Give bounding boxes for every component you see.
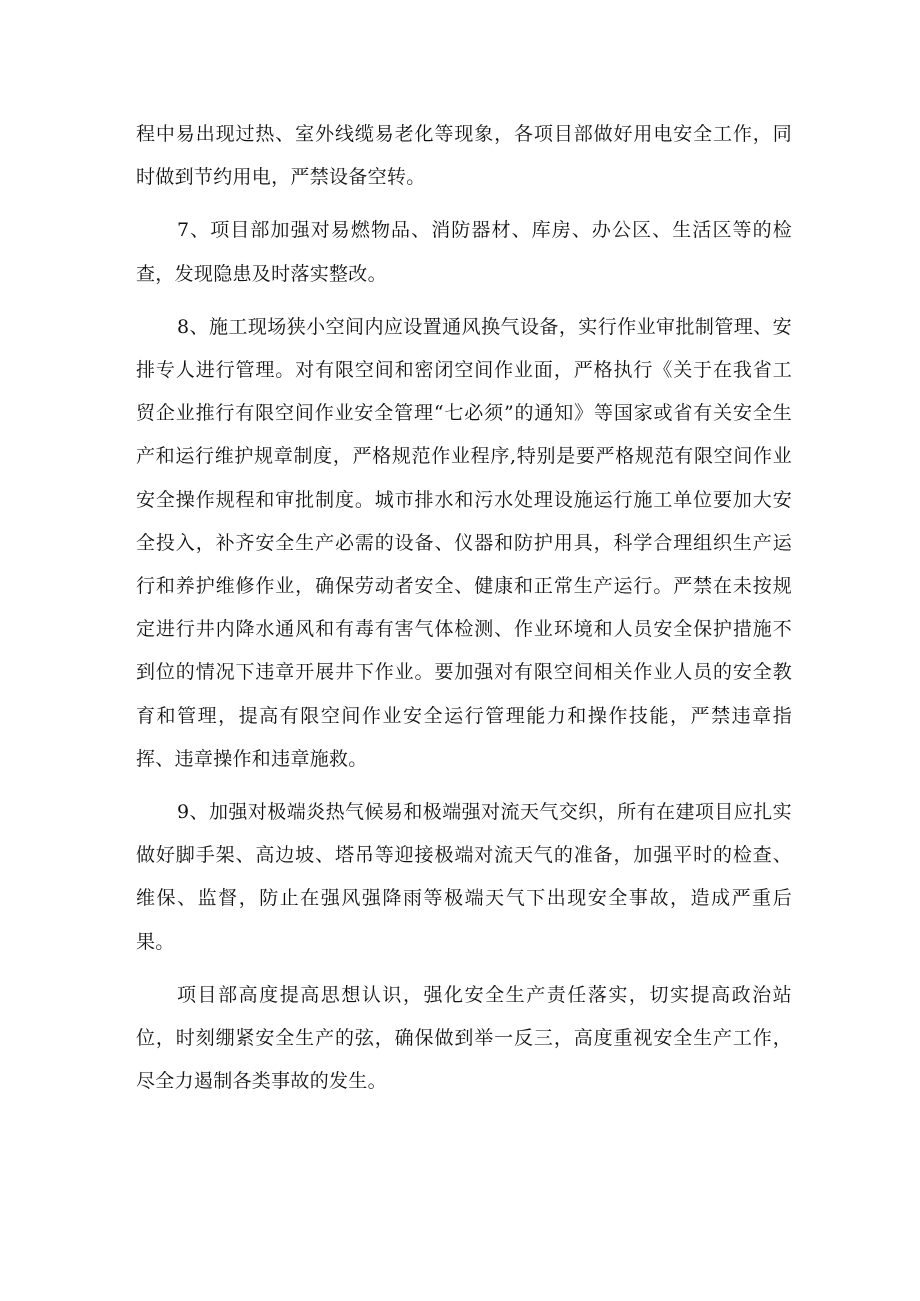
document-body xyxy=(136,113,792,1103)
paragraph-item-9: 9、加强对极端炎热气候易和极端强对流天气交织，所有在建项目应扎实做好脚手架、高边坡、塔吊等迎接极端对流天气的准备，加强平时的检查、维保、监督，防止在强风强降雨等极端天气下出现安全事故，造成严重后果。 xyxy=(136,801,792,953)
paragraph-item-7: 7、项目部加强对易燃物品、消防器材、库房、办公区、生活区等的检查，发现隐患及时落实整改。 xyxy=(136,219,792,285)
paragraph-conclusion: 项目部高度提高思想认识，强化安全生产责任落实，切实提高政治站位，时刻绷紧安全生产的弦，确保做到举一反三，高度重视安全生产工作，尽全力遏制各类事故的发生。 xyxy=(136,983,792,1093)
paragraph-continuation: 程中易出现过热、室外线缆易老化等现象，各项目部做好用电安全工作，同时做到节约用电，严禁设备空转。 xyxy=(136,123,792,189)
paragraph-item-8: 8、施工现场狭小空间内应设置通风换气设备，实行作业审批制管理、安排专人进行管理。对有限空间和密闭空间作业面，严格执行《关于在我省工贸企业推行有限空间作业安全管理“七必须”的通知》等国家或省有关安全生产和运行维护规章制度，严格规范作业程序,特别是要严格规范有限空间作业安全操作规程和审批制度。城市排水和污水处理设施运行施工单位要加大安全投入，补齐安全生产必需的设备、仪器和防护用具，科学合理组织生产运行和养护维修作业，确保劳动者安全、健康和正常生产运行。严禁在未按规定进行井内降水通风和有毒有害气体检测、作业环境和人员安全保护措施不到位的情况下违章开展井下作业。要加强对有限空间相关作业人员的安全教育和管理，提高有限空间作业安全运行管理能力和操作技能，严禁违章指挥、违章操作和违章施救。 xyxy=(136,315,792,770)
